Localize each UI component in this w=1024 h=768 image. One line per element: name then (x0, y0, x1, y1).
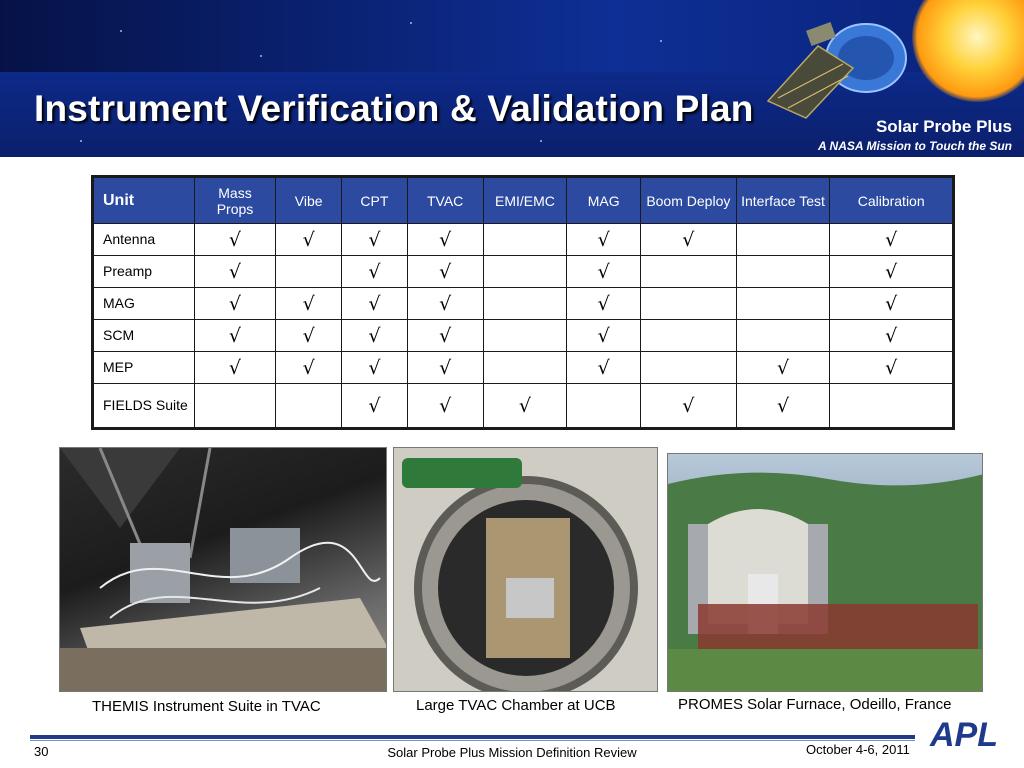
check-cell (736, 224, 830, 256)
footer-rule-thin (30, 740, 915, 741)
check-cell: √ (407, 352, 483, 384)
check-cell: √ (276, 320, 342, 352)
check-cell (483, 352, 567, 384)
star-decoration (660, 40, 662, 42)
photo-caption: PROMES Solar Furnace, Odeillo, France (678, 696, 952, 713)
check-cell: √ (483, 384, 567, 429)
star-decoration (410, 22, 412, 24)
themis-photo (59, 447, 387, 692)
apl-logo (928, 712, 998, 752)
check-cell: √ (830, 256, 954, 288)
table-header-row (93, 177, 954, 224)
star-decoration (260, 55, 262, 57)
check-cell: √ (342, 320, 408, 352)
check-cell (641, 320, 737, 352)
check-cell: √ (567, 320, 641, 352)
check-cell (641, 288, 737, 320)
check-cell: √ (736, 384, 830, 429)
check-cell: √ (567, 288, 641, 320)
column-header: Calibration (830, 177, 954, 224)
check-cell: √ (567, 256, 641, 288)
check-cell: √ (830, 320, 954, 352)
brand-name: Solar Probe Plus (875, 117, 1012, 136)
check-cell: √ (194, 256, 276, 288)
column-header: Interface Test (736, 177, 830, 224)
footer-rule (30, 735, 915, 739)
check-cell: √ (830, 224, 954, 256)
column-header: Boom Deploy (641, 177, 737, 224)
table-row (93, 352, 954, 384)
sun-graphic (912, 0, 1024, 102)
check-cell: √ (736, 352, 830, 384)
tvac-chamber-photo (393, 447, 658, 692)
check-cell: √ (342, 288, 408, 320)
star-decoration (540, 140, 542, 142)
table-row (93, 384, 954, 429)
table-row (93, 256, 954, 288)
column-header: CPT (342, 177, 408, 224)
check-cell: √ (567, 352, 641, 384)
column-header: Unit (93, 177, 195, 224)
solar-furnace-photo (667, 453, 983, 692)
check-cell: √ (194, 320, 276, 352)
page-number: 30 (34, 744, 49, 759)
row-unit-label: Preamp (93, 256, 195, 288)
column-header: Mass Props (194, 177, 276, 224)
check-cell (641, 256, 737, 288)
check-cell (483, 224, 567, 256)
column-header: MAG (567, 177, 641, 224)
verification-table (91, 175, 955, 430)
slide-title: Instrument Verification & Validation Plan (34, 88, 754, 129)
themis-illustration (60, 448, 387, 692)
check-cell (276, 384, 342, 429)
row-unit-label: MEP (93, 352, 195, 384)
check-cell: √ (342, 256, 408, 288)
check-cell: √ (194, 352, 276, 384)
check-cell (194, 384, 276, 429)
check-cell (483, 288, 567, 320)
check-cell: √ (407, 224, 483, 256)
photo-caption: Large TVAC Chamber at UCB (416, 697, 616, 714)
column-header: EMI/EMC (483, 177, 567, 224)
solar-furnace-illustration (668, 454, 983, 692)
table-row (93, 320, 954, 352)
footer-review-name: Solar Probe Plus Mission Definition Review (387, 745, 637, 760)
slide-header (0, 0, 1024, 157)
check-cell (641, 352, 737, 384)
check-cell: √ (342, 224, 408, 256)
check-cell (483, 320, 567, 352)
row-unit-label: MAG (93, 288, 195, 320)
photo-caption: THEMIS Instrument Suite in TVAC (92, 698, 321, 715)
check-cell: √ (342, 352, 408, 384)
check-cell (736, 320, 830, 352)
check-cell: √ (641, 384, 737, 429)
check-cell: √ (830, 288, 954, 320)
check-cell: √ (567, 224, 641, 256)
check-cell: √ (830, 352, 954, 384)
tvac-illustration (394, 448, 658, 692)
column-header: TVAC (407, 177, 483, 224)
check-cell: √ (276, 352, 342, 384)
star-decoration (80, 140, 82, 142)
check-cell (567, 384, 641, 429)
check-cell (276, 256, 342, 288)
check-cell (736, 256, 830, 288)
row-unit-label: FIELDS Suite (93, 384, 195, 429)
column-header: Vibe (276, 177, 342, 224)
check-cell: √ (276, 224, 342, 256)
check-cell (736, 288, 830, 320)
brand-block (818, 117, 1012, 153)
check-cell: √ (407, 288, 483, 320)
footer-date: October 4-6, 2011 (806, 742, 910, 757)
table-row (93, 224, 954, 256)
row-unit-label: Antenna (93, 224, 195, 256)
check-cell (830, 384, 954, 429)
check-cell: √ (194, 288, 276, 320)
check-cell: √ (276, 288, 342, 320)
table-body (93, 224, 954, 429)
check-cell: √ (342, 384, 408, 429)
check-cell: √ (407, 384, 483, 429)
check-cell: √ (407, 320, 483, 352)
check-cell (483, 256, 567, 288)
brand-tagline: A NASA Mission to Touch the Sun (818, 139, 1012, 153)
row-unit-label: SCM (93, 320, 195, 352)
check-cell: √ (641, 224, 737, 256)
check-cell: √ (194, 224, 276, 256)
star-decoration (120, 30, 122, 32)
check-cell: √ (407, 256, 483, 288)
apl-logo-text: APL (930, 716, 998, 752)
table-row (93, 288, 954, 320)
